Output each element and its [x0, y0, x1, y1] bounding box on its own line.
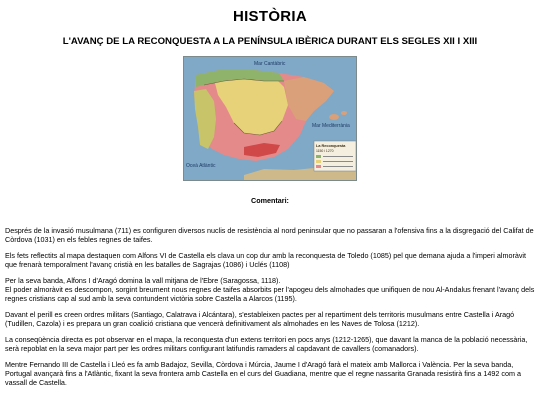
comment-heading: Comentari:: [251, 196, 289, 205]
map-balearic-island: [329, 114, 339, 120]
paragraph: La conseqüència directa es pot observar en el mapa, la reconquesta d'un extens territori en pocs anys (1212-1265), que davant la manca de la població necessària, serà repoblat en la seva major part per les ordres militars configurant latifundis ramaders al capdavant de cavallers (comanadors).: [5, 335, 528, 353]
paragraph: El poder almoràvit es descompon, sorgint breument nous regnes de taifes absorbits per l'apogeu dels almohades que unifiquen de nou Al-Andalus frenant l'avanç dels regnes cristians cap al sud amb la seva contundent victòria sobre Castella a Alarcos (1195).: [5, 285, 535, 303]
paragraph: Els fets reflectits al mapa destaquen com Alfons VI de Castella els clava un cop dur amb la reconquesta de Toledo (1085) pel que demana ajuda a l'imperi almoràvit que frenarà temporalment l'avanç cristià en les batalles de Sagrajas (1086) i Uclés (1108): [5, 251, 527, 269]
page-subtitle: L'AVANÇ DE LA RECONQUESTA A LA PENÍNSULA IBÈRICA DURANT ELS SEGLES XII I XIII: [62, 36, 478, 47]
map-legend: [314, 141, 356, 171]
commentary-body: [5, 226, 535, 394]
reconquest-map: [183, 56, 357, 181]
map-legend-swatch: [316, 165, 321, 168]
reconquest-map-drawing: [184, 57, 357, 181]
paragraph: Davant el perill es creen ordres militars (Santiago, Calatrava i Alcántara), s'estableixen pactes per al repartiment dels territoris musulmans entre Castella i Aragó (Tudillen, Cazola) i es prepara un gran coalició cristiana que vencerà definitivament als almohades en les Naves de Tolosa (1212).: [5, 310, 515, 328]
page-title: HISTÒRIA: [232, 8, 308, 25]
map-legend-title: La Reconquesta: [316, 144, 346, 148]
map-label-atlantic: Oceà Atlàntic: [186, 163, 216, 169]
map-legend-swatch: [316, 155, 321, 158]
map-legend-subtitle: 1150 i 1270: [316, 149, 334, 153]
paragraph: Per la seva banda, Alfons I d'Aragó domina la vall mitjana de l'Ebre (Saragossa, 1118).: [5, 276, 281, 285]
map-label-mediterranean: Mar Mediterrània: [312, 123, 350, 129]
map-legend-swatch: [316, 160, 321, 163]
map-label-north-sea: Mar Cantàbric: [254, 61, 286, 67]
paragraph: Mentre Fernando III de Castella i Lleó es fa amb Badajoz, Sevilla, Còrdova i Múrcia, Jaume I d'Aragó farà el mateix amb Mallorca i València. Per la seva banda, Portugal avançarà fins a l'Atlàntic, fixant la seva frontera amb Castella en el curs del Guadiana, mentre que el regne nassarita Granada resistirà fins a 1492 com a vassall de Castella.: [5, 360, 521, 387]
map-balearic-island: [341, 111, 347, 115]
paragraph: Després de la invasió musulmana (711) es configuren diversos nuclis de resistència al nord peninsular que no passaran a l'ofensiva fins a la disgregació del Califat de Còrdova (1031) en els febles regnes de taifes.: [5, 226, 534, 244]
